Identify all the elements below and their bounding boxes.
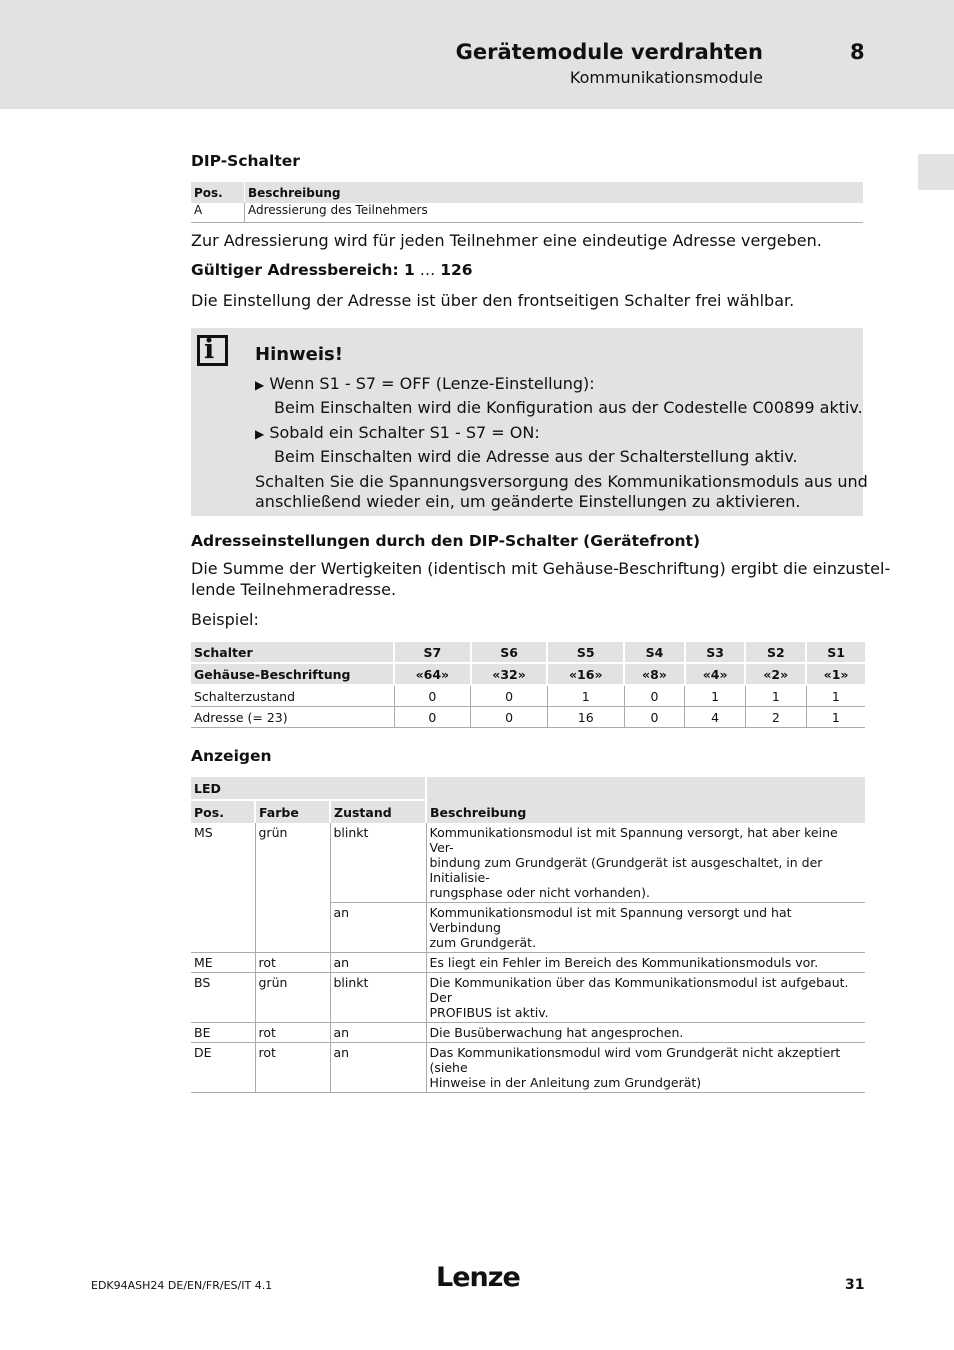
- front-heading: Adresseinstellungen durch den DIP-Schalter (Gerätefront): [191, 532, 701, 550]
- table-header-cell: Pos.: [191, 182, 245, 203]
- table-cell: ME: [191, 953, 255, 973]
- table-cell: 16: [547, 707, 624, 728]
- table-cell: grün: [255, 823, 330, 953]
- table-header-group: LED: [191, 777, 426, 800]
- chapter-subtitle: Kommunikationsmodule: [569, 68, 763, 87]
- table-row: [191, 1043, 865, 1093]
- address-range-max: 126: [440, 261, 473, 279]
- triangle-bullet-icon: ▶: [255, 378, 265, 392]
- switch-table: [191, 642, 865, 728]
- table-cell: 2: [745, 707, 806, 728]
- lenze-logo: Lenze: [436, 1262, 520, 1293]
- table-cell: rot: [255, 953, 330, 973]
- dip-heading: DIP-Schalter: [191, 152, 300, 170]
- table-cell: 0: [624, 685, 685, 707]
- table-cell: grün: [255, 973, 330, 1023]
- table-cell: 1: [806, 685, 865, 707]
- note-paragraph-line: Schalten Sie die Spannungsversorgung des Kommunikationsmoduls aus und: [255, 472, 868, 491]
- table-header-row: [191, 777, 865, 800]
- address-range-label: Gültiger Adressbereich: 1: [191, 261, 415, 279]
- note-bullet: [255, 423, 540, 442]
- table-header-cell: Beschreibung: [426, 777, 865, 823]
- table-cell: DE: [191, 1043, 255, 1093]
- paragraph: Die Einstellung der Adresse ist über den frontseitigen Schalter frei wählbar.: [191, 291, 795, 310]
- table-cell: 0: [394, 707, 471, 728]
- table-cell: 0: [394, 685, 471, 707]
- table-header-cell: Farbe: [255, 800, 330, 823]
- table-header-cell: S2: [745, 642, 806, 663]
- table-header-cell: «8»: [624, 663, 685, 685]
- table-cell: 0: [471, 707, 548, 728]
- table-cell: Das Kommunikationsmodul wird vom Grundgerät nicht akzeptiert (siehe Hinweise in der Anleitung zum Grundgerät): [426, 1043, 865, 1093]
- info-icon-glyph: i: [204, 334, 215, 365]
- table-cell: blinkt: [330, 823, 426, 903]
- table-row: [191, 823, 865, 903]
- table-cell: Adressierung des Teilnehmers: [245, 203, 864, 223]
- table-header-cell: Schalter: [191, 642, 394, 663]
- table-header-cell: S3: [685, 642, 746, 663]
- table-cell: 0: [471, 685, 548, 707]
- table-cell: 1: [745, 685, 806, 707]
- triangle-bullet-icon: ▶: [255, 427, 265, 441]
- table-header-cell: «4»: [685, 663, 746, 685]
- info-icon: [197, 335, 228, 366]
- table-row: [191, 707, 865, 728]
- table-cell: A: [191, 203, 245, 223]
- dip-table: [191, 182, 863, 223]
- table-header-cell: «1»: [806, 663, 865, 685]
- note-bullet-text: Sobald ein Schalter S1 - S7 = ON:: [269, 423, 540, 442]
- table-cell: an: [330, 1023, 426, 1043]
- table-cell: Es liegt ein Fehler im Bereich des Kommunikationsmoduls vor.: [426, 953, 865, 973]
- address-range-ellipsis: …: [414, 261, 441, 279]
- table-header-cell: Beschreibung: [245, 182, 864, 203]
- paragraph: Zur Adressierung wird für jeden Teilnehmer eine eindeutige Adresse vergeben.: [191, 231, 822, 250]
- page-number: 31: [845, 1277, 865, 1293]
- note-title: Hinweis!: [255, 344, 343, 365]
- table-header-cell: Pos.: [191, 800, 255, 823]
- table-cell: an: [330, 953, 426, 973]
- led-heading: Anzeigen: [191, 747, 272, 765]
- table-row: [191, 953, 865, 973]
- table-header-cell: S4: [624, 642, 685, 663]
- table-row: [191, 973, 865, 1023]
- table-cell: Die Busüberwachung hat angesprochen.: [426, 1023, 865, 1043]
- paragraph-line: lende Teilnehmeradresse.: [191, 580, 397, 599]
- note-bullet-cont: Beim Einschalten wird die Adresse aus der Schalterstellung aktiv.: [274, 447, 798, 466]
- table-cell: an: [330, 1043, 426, 1093]
- table-cell: Schalterzustand: [191, 685, 394, 707]
- table-header-cell: «16»: [547, 663, 624, 685]
- table-cell: MS: [191, 823, 255, 953]
- table-cell: 4: [685, 707, 746, 728]
- table-cell: BE: [191, 1023, 255, 1043]
- led-table: [191, 777, 865, 1093]
- table-cell: rot: [255, 1043, 330, 1093]
- chapter-side-tab: [918, 154, 954, 190]
- table-cell: Kommunikationsmodul ist mit Spannung versorgt und hat Verbindung zum Grundgerät.: [426, 903, 865, 953]
- footer-doc-id: EDK94ASH24 DE/EN/FR/ES/IT 4.1: [91, 1279, 273, 1292]
- table-cell: 0: [624, 707, 685, 728]
- table-cell: 1: [547, 685, 624, 707]
- table-cell: Kommunikationsmodul ist mit Spannung versorgt, hat aber keine Ver- bindung zum Grundgerät (Grundgerät ist ausgeschaltet, in der Initialisie- rungsphase oder nicht vorhanden).: [426, 823, 865, 903]
- address-range: [191, 261, 473, 279]
- table-cell: blinkt: [330, 973, 426, 1023]
- note-bullet: [255, 374, 595, 393]
- table-header-cell: «2»: [745, 663, 806, 685]
- table-header-cell: S6: [471, 642, 548, 663]
- chapter-number: 8: [850, 40, 865, 64]
- note-paragraph-line: anschließend wieder ein, um geänderte Einstellungen zu aktivieren.: [255, 492, 801, 511]
- table-cell: 1: [685, 685, 746, 707]
- table-row: [191, 685, 865, 707]
- chapter-title: Gerätemodule verdrahten: [455, 40, 763, 64]
- table-header-cell: Gehäuse-Beschriftung: [191, 663, 394, 685]
- table-cell: an: [330, 903, 426, 953]
- table-cell: 1: [806, 707, 865, 728]
- table-header-row: [191, 182, 863, 203]
- table-header-cell: S7: [394, 642, 471, 663]
- table-header-cell: S1: [806, 642, 865, 663]
- table-row: [191, 203, 863, 223]
- table-row: [191, 1023, 865, 1043]
- note-bullet-text: Wenn S1 - S7 = OFF (Lenze-Einstellung):: [269, 374, 595, 393]
- table-header-cell: S5: [547, 642, 624, 663]
- table-cell: BS: [191, 973, 255, 1023]
- table-cell: Adresse (= 23): [191, 707, 394, 728]
- table-cell: Die Kommunikation über das Kommunikationsmodul ist aufgebaut. Der PROFIBUS ist aktiv.: [426, 973, 865, 1023]
- note-bullet-cont: Beim Einschalten wird die Konfiguration aus der Codestelle C00899 aktiv.: [274, 398, 863, 417]
- table-header-row: [191, 663, 865, 685]
- example-label: Beispiel:: [191, 610, 259, 629]
- paragraph-line: Die Summe der Wertigkeiten (identisch mit Gehäuse-Beschriftung) ergibt die einzustel-: [191, 559, 891, 578]
- table-header-cell: «32»: [471, 663, 548, 685]
- table-cell: rot: [255, 1023, 330, 1043]
- table-header-row: [191, 642, 865, 663]
- table-header-cell: «64»: [394, 663, 471, 685]
- note-box: [191, 328, 868, 516]
- table-header-cell: Zustand: [330, 800, 426, 823]
